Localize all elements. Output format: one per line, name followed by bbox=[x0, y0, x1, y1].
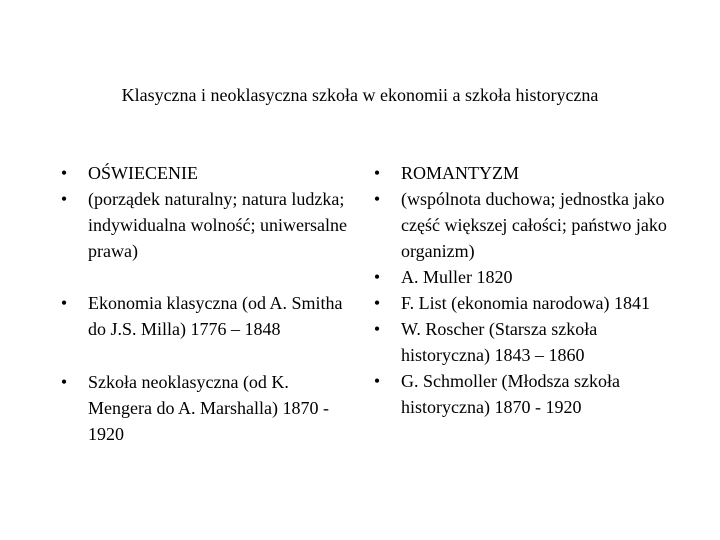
right-bullet-roscher bbox=[370, 316, 670, 368]
right-bullet-text: ROMANTYZM bbox=[401, 163, 520, 183]
right-bullet-text: A. Muller 1820 bbox=[401, 267, 513, 287]
left-bullet-text: OŚWIECENIE bbox=[88, 163, 198, 183]
right-bullet-text: (wspólnota duchowa; jednostka jako część większej całości; państwo jako organizm) bbox=[401, 189, 667, 261]
left-bullet-text: Ekonomia klasyczna (od A. Smitha do J.S. Milla) 1776 – 1848 bbox=[88, 293, 343, 339]
right-bullet-schmoller bbox=[370, 368, 670, 420]
bullet-icon: • bbox=[373, 371, 381, 391]
bullet-icon: • bbox=[60, 372, 68, 392]
right-bullet-romantic-ideas bbox=[370, 186, 670, 264]
bullet-icon: • bbox=[373, 293, 381, 313]
right-bullet-text: F. List (ekonomia narodowa) 1841 bbox=[401, 293, 651, 313]
left-bullet-neoclassical-school bbox=[57, 369, 357, 447]
slide-title: Klasyczna i neoklasyczna szkoła w ekonomii a szkoła historyczna bbox=[121, 85, 599, 105]
left-bullet-classical-economics bbox=[57, 290, 357, 342]
bullet-icon: • bbox=[373, 163, 381, 183]
right-bullet-romantyzm bbox=[370, 160, 670, 186]
bullet-icon: • bbox=[373, 319, 381, 339]
right-bullet-muller bbox=[370, 264, 670, 290]
left-column-list bbox=[57, 160, 357, 447]
left-bullet-text: (porządek naturalny; natura ludzka; indywidualna wolność; uniwersalne prawa) bbox=[88, 189, 347, 261]
bullet-icon: • bbox=[373, 267, 381, 287]
bullet-icon: • bbox=[60, 293, 68, 313]
right-bullet-list bbox=[370, 290, 670, 316]
right-bullet-text: W. Roscher (Starsza szkoła historyczna) 1843 – 1860 bbox=[401, 319, 598, 365]
right-column-list bbox=[370, 160, 670, 420]
bullet-icon: • bbox=[60, 189, 68, 209]
left-bullet-text: Szkoła neoklasyczna (od K. Mengera do A. Marshalla) 1870 - 1920 bbox=[88, 372, 329, 444]
bullet-icon: • bbox=[60, 163, 68, 183]
bullet-icon: • bbox=[373, 189, 381, 209]
right-bullet-text: G. Schmoller (Młodsza szkoła historyczna) 1870 - 1920 bbox=[401, 371, 620, 417]
left-bullet-enlightenment-ideas bbox=[57, 186, 357, 264]
left-bullet-oswiecenie bbox=[57, 160, 357, 186]
